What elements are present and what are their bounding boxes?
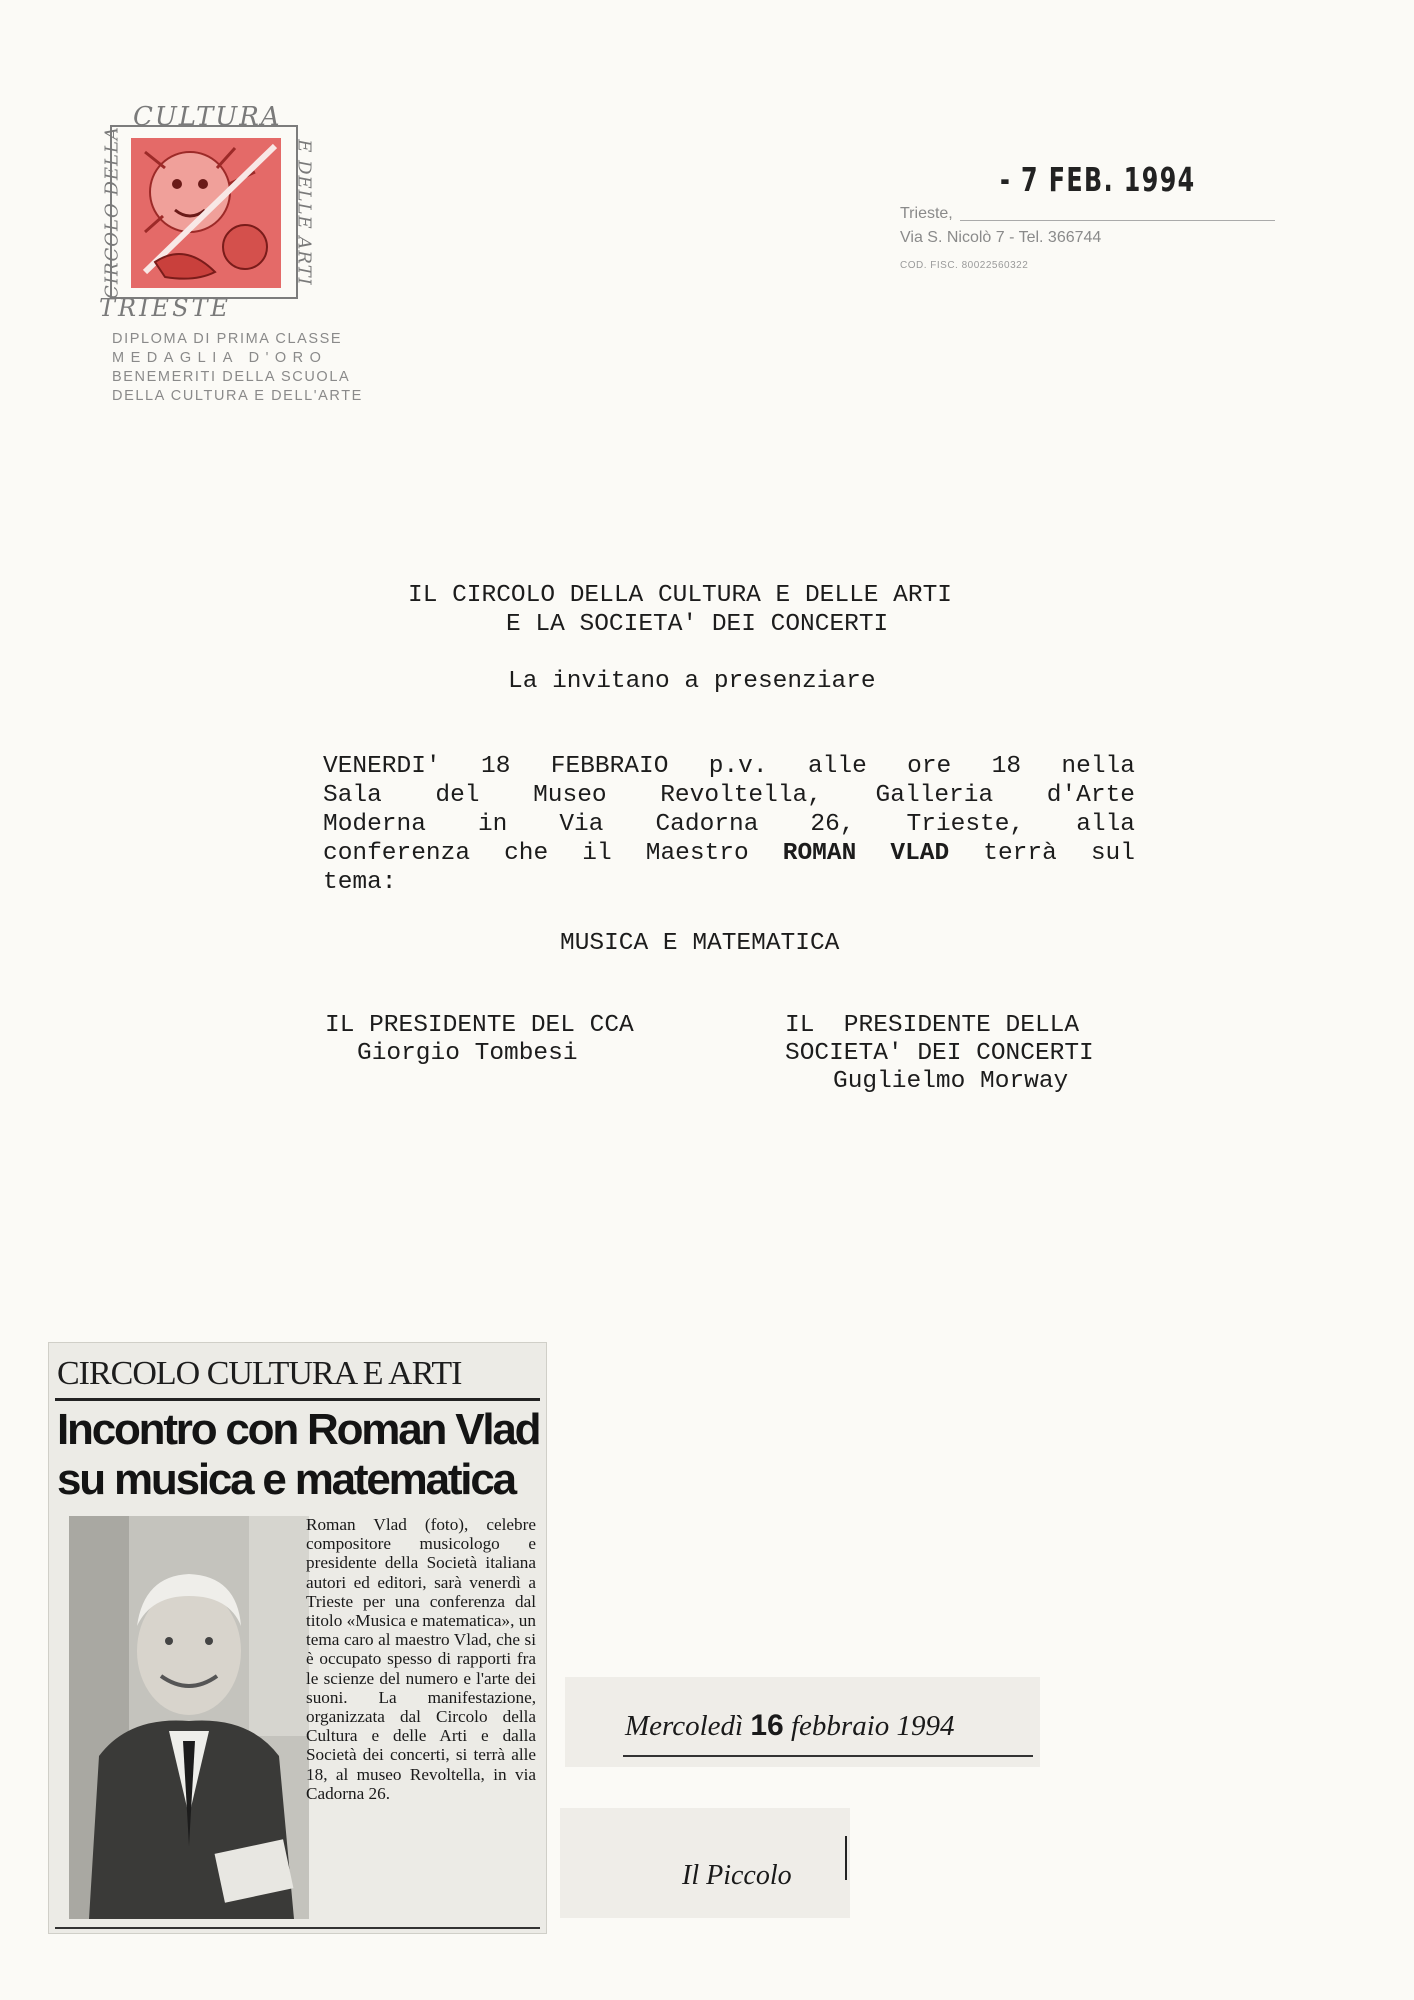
word: 18 (991, 753, 1022, 780)
newspaper-clipping (48, 1342, 547, 1934)
clipping-section-title: CIRCOLO CULTURA E ARTI (57, 1355, 462, 1392)
clipping-headline (57, 1405, 547, 1505)
dateline-rule (623, 1755, 1033, 1757)
word: del (435, 782, 480, 809)
word: Maestro (645, 840, 749, 867)
word: alla (1076, 811, 1135, 838)
newspaper-dateline (625, 1709, 955, 1743)
headline-line: su musica e matematica (57, 1455, 515, 1504)
body-line (323, 752, 1135, 781)
president-cca-role: IL PRESIDENTE DEL CCA (325, 1012, 634, 1039)
body-line (323, 810, 1135, 839)
invitation-line: La invitano a presenziare (508, 668, 876, 695)
letter-body (323, 752, 1135, 897)
body-line: tema: (323, 869, 397, 896)
logo-text-top: CULTURA (133, 102, 282, 132)
president-cca-name: Giorgio Tombesi (357, 1040, 578, 1067)
word: Moderna (323, 811, 426, 838)
word: il (582, 840, 612, 867)
clipping-article-text: Roman Vlad (foto), celebre compositore musicologo e presidente della Società italiana autori ed editori, sarà venerdì a Trieste per una conferenza dal titolo «Musica e matematica», un tema caro al maestro Vlad, che si è occupato spesso di rapporti fra le scienze del numero e l'arte dei suoni. La manifestazione, organizzata dal Circolo della Cultura e delle Arti e dalla Società dei concerti, si terrà alle 18, al museo Revoltella, in via Cadorna 26. (306, 1515, 536, 1803)
word: Via (559, 811, 604, 838)
tagline-line: DELLA CULTURA E DELL'ARTE (112, 388, 363, 404)
word: sul (1090, 840, 1135, 867)
newspaper-name-clipping (560, 1808, 850, 1918)
president-societa-name: Guglielmo Morway (833, 1068, 1069, 1095)
tagline-line: DIPLOMA DI PRIMA CLASSE (112, 331, 343, 347)
word: FEBBRAIO (550, 753, 669, 780)
fiscal-code: COD. FISC. 80022560322 (900, 260, 1029, 271)
tagline-line: MEDAGLIA D'ORO (112, 350, 328, 366)
word: conferenza (323, 840, 471, 867)
word: 26, (810, 811, 855, 838)
letterhead-tagline (112, 330, 363, 406)
body-line (323, 839, 1135, 868)
word: p.v. (708, 753, 768, 780)
word: in (477, 811, 508, 838)
word: Galleria (875, 782, 994, 809)
word: ore (907, 753, 952, 780)
conference-topic: MUSICA E MATEMATICA (560, 930, 840, 957)
word: nella (1061, 753, 1135, 780)
city-label: Trieste, (900, 205, 953, 222)
word: Sala (323, 782, 382, 809)
clipping-rule (55, 1398, 540, 1401)
address: Via S. Nicolò 7 - Tel. 366744 (900, 229, 1102, 246)
word: Museo (533, 782, 607, 809)
president-societa-role-line1: IL PRESIDENTE DELLA (785, 1012, 1080, 1039)
word: d'Arte (1046, 782, 1135, 809)
word: alle (807, 753, 867, 780)
word: terrà (983, 840, 1057, 867)
newspaper-name: Il Piccolo (682, 1860, 792, 1891)
speaker-name-last: VLAD (890, 840, 950, 867)
speaker-name-first: ROMAN (782, 840, 857, 867)
logo-text-right: E DELLE ARTI (293, 139, 315, 286)
logo-emblem-icon (105, 112, 305, 317)
word: 18 (481, 753, 511, 780)
portrait-image-icon (69, 1516, 309, 1919)
dateline-month-year: febbraio 1994 (790, 1710, 955, 1742)
dateline-clipping (565, 1677, 1040, 1767)
word: Revoltella, (660, 782, 822, 809)
letter-heading-line2: E LA SOCIETA' DEI CONCERTI (506, 611, 889, 638)
letter-heading-line1: IL CIRCOLO DELLA CULTURA E DELLE ARTI (408, 582, 952, 609)
logo-text-left: CIRCOLO DELLA (101, 126, 123, 299)
word: VENERDI' (323, 753, 441, 780)
word: Cadorna (655, 811, 759, 838)
portrait-photo (69, 1516, 309, 1919)
president-societa-role-line2: SOCIETA' DEI CONCERTI (785, 1040, 1094, 1067)
word: che (504, 840, 549, 867)
circolo-logo (99, 102, 315, 322)
dateline-number: 16 (750, 1709, 784, 1742)
headline-line: Incontro con Roman Vlad (57, 1405, 540, 1454)
clipping-mark (845, 1836, 847, 1880)
body-line (323, 781, 1135, 810)
dateline-day: Mercoledì (625, 1710, 744, 1742)
logo-text-bottom: TRIESTE (99, 294, 232, 322)
date-stamp: - 7 FEB. 1994 (1000, 160, 1196, 199)
tagline-line: BENEMERITI DELLA SCUOLA (112, 369, 351, 385)
clipping-bottom-rule (55, 1927, 540, 1929)
word: Trieste, (906, 811, 1025, 838)
date-line-divider (960, 220, 1275, 221)
